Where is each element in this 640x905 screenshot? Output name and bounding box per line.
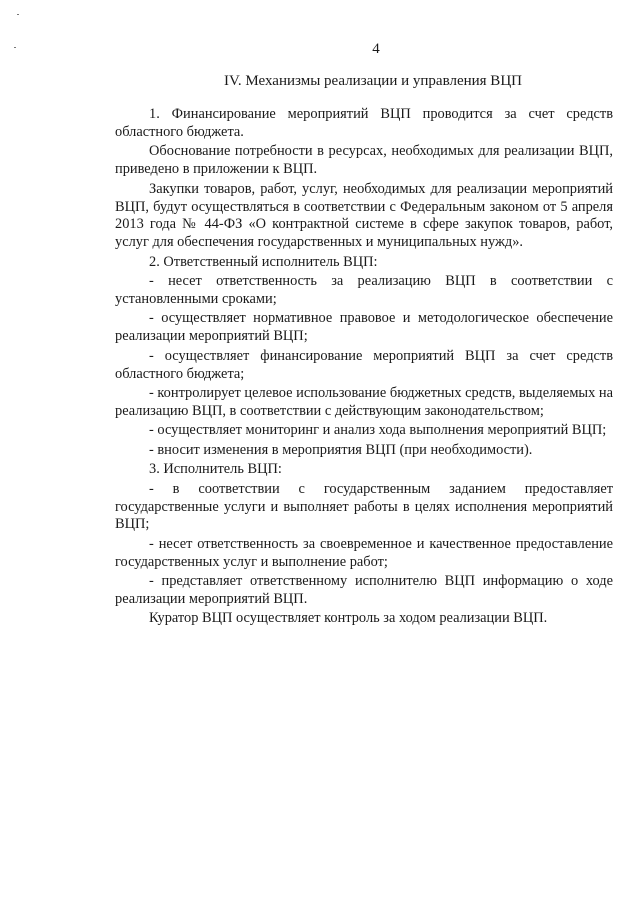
paragraph: 3. Исполнитель ВЦП: [149,461,282,478]
section-title: IV. Механизмы реализации и управления ВЦП [224,73,522,89]
list-item: - вносит изменения в мероприятия ВЦП (при необходимости). [149,441,533,458]
list-item: - в соответствии с государственным заданием предоставляет государственные услуги и выполняет работы в целях исполнения мероприятий ВЦП; [115,480,613,533]
paragraph: 2. Ответственный исполнитель ВЦП: [149,253,378,270]
paragraph: Куратор ВЦП осуществляет контроль за ходом реализации ВЦП. [149,610,548,627]
list-item: - осуществляет нормативное правовое и методологическое обеспечение реализации мероприятий ВЦП; [115,310,613,345]
list-item: - представляет ответственному исполнителю ВЦП информацию о ходе реализации мероприятий ВЦП. [115,573,613,608]
scan-artifact [17,14,19,15]
document-body [115,106,613,630]
list-item: - осуществляет финансирование мероприятий ВЦП за счет средств областного бюджета; [115,347,613,382]
list-item: - несет ответственность за реализацию ВЦП в соответствии с установленными сроками; [115,273,613,308]
page-number: 4 [372,41,380,57]
list-item: - контролирует целевое использование бюджетных средств, выделяемых на реализацию ВЦП, в соответствии с действующим законодательством; [115,385,613,419]
paragraph: 1. Финансирование мероприятий ВЦП проводится за счет средств областного бюджета. [115,106,613,140]
list-item: - несет ответственность за своевременное и качественное предоставление государственных услуг и выполнение работ; [115,535,613,570]
paragraph: Закупки товаров, работ, услуг, необходимых для реализации мероприятий ВЦП, будут осуществляться в соответствии с Федеральным законом от 5 апреля 2013 года № 44-ФЗ «О контрактной системе в сфере закупок товаров, работ, услуг для обеспечения государственных и муниципальных нужд». [115,180,613,251]
list-item: - осуществляет мониторинг и анализ хода выполнения мероприятий ВЦП; [149,422,607,439]
paragraph: Обоснование потребности в ресурсах, необходимых для реализации ВЦП, приведено в приложении к ВЦП. [115,143,613,178]
